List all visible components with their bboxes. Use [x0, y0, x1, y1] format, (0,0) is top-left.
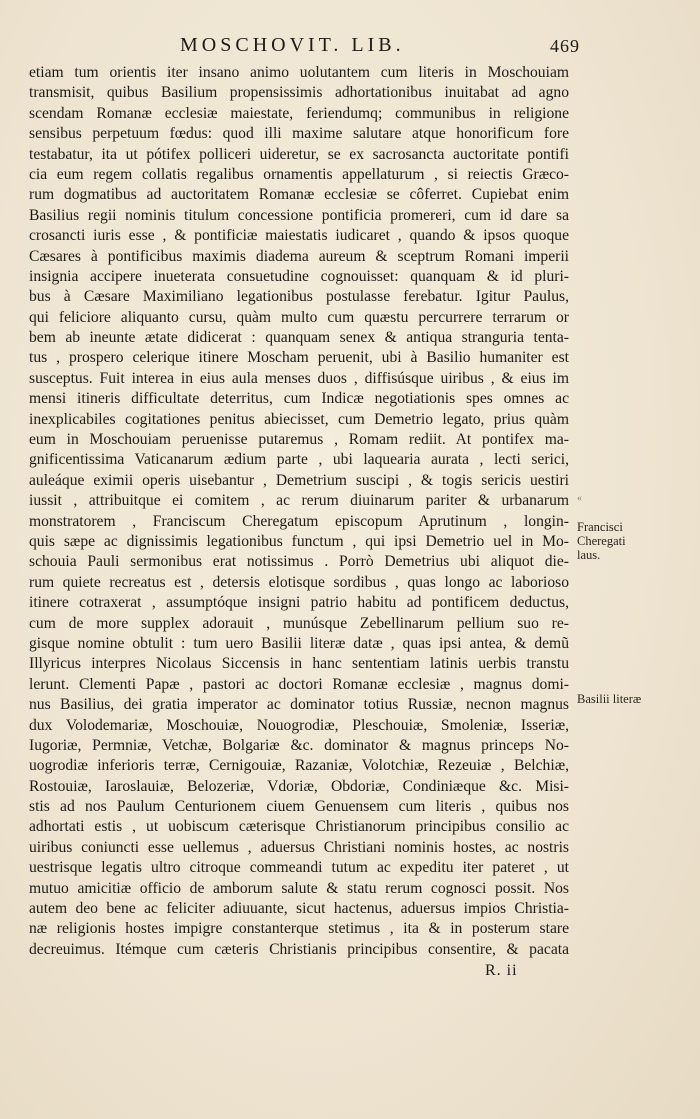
text-line: scendam Romanæ ecclesiæ maiestate, feriendumq; communibus in religione: [29, 104, 569, 122]
text-line: dux Volodemariæ, Moschouiæ, Nouogrodiæ, Pleschouiæ, Smoleniæ, Isseriæ,: [29, 716, 569, 734]
marginal-note-basilii: [577, 692, 641, 706]
signature-mark: R. ii: [485, 962, 518, 979]
text-line: auleáque eximii operis uisebantur , Demetrium suscipi , & togis sericis uestiri: [29, 471, 569, 489]
marginal-note-line: Cheregati: [577, 534, 626, 548]
text-line: stis ad nos Paulum Centurionem ciuem Genuensem cum literis , quibus nos: [29, 798, 569, 816]
text-line: uiribus coniuncti esse uellemus , aduersus Christiani nominis hostes, ac nostris: [29, 838, 569, 856]
text-line: eum in Moschouiam peruenisse putaremus , Romam rediit. At pontifex ma-: [29, 431, 569, 449]
text-line: mensi itineris difficultate deterritus, cum Indicæ negotiationis spes omnes ac: [29, 390, 569, 408]
running-head: MOSCHOVIT. LIB.: [180, 34, 405, 56]
text-line: Illyricus interpres Nicolaus Siccensis in hanc sententiam latinis uerbis transtu: [29, 655, 569, 673]
text-line: qui feliciore aliquanto cursu, quàm multo cum quæstu percurrere terrarum or: [29, 308, 569, 326]
text-line: etiam tum orientis iter insano animo uolutantem cum literis in Moschouiam: [29, 64, 569, 81]
marginal-note-line: Basilii literæ: [577, 692, 642, 706]
marginal-note-line: Francisci: [577, 520, 623, 534]
text-line: mutuo amicitiæ officio de amborum salute & statu rerum cognosci possit. Nos: [29, 879, 569, 897]
text-line: bus à Cæsare Maximiliano legationibus postulasse ferebatur. Igitur Paulus,: [29, 288, 569, 306]
text-line: gnificentissima Vaticanarum ædium parte , ubi laquearia aurata , lecti serici,: [29, 451, 569, 469]
text-line: gisque nomine obtulit : tum uero Basilii literæ datæ , quas ipsi antea, & demũ: [29, 634, 569, 652]
text-line: cia eum regem collatis regalibus ornamentis appellaturum , si reiectis Græco-: [29, 165, 569, 183]
text-line: monstratorem , Franciscum Cheregatum episcopum Aprutinum , longin-: [29, 512, 569, 530]
text-line: insignia accipere inueterata consuetudine cognouisset: quanquam & id pluri-: [29, 267, 569, 285]
text-line: lerunt. Clementi Papæ , pastori ac doctori Romanæ ecclesiæ , magnus domi-: [29, 675, 569, 693]
text-line: bem ab ineunte ætate didicerat : quanquam senex & antiqua stranguria tenta-: [29, 329, 569, 347]
bleed-through-mark: «: [577, 493, 582, 504]
text-line: schouia Pauli sermonibus erat notissimus . Porrò Demetrius ubi aliquot die-: [29, 553, 569, 571]
text-line: quis sæpe ac dignissimis legationibus functum , qui ipsi Demetrio uel in Mo-: [29, 532, 569, 550]
text-line: Cæsares à pontificibus maximis diadema aureum & sceptrum Romani imperii: [29, 247, 569, 265]
text-line: adhortati estis , ut uobiscum cæterisque Christianorum principibus consilio ac: [29, 818, 569, 836]
text-line: crosancti iuris esse , & pontificiæ maiestatis iudicaret , quando & ipsos quoque: [29, 227, 569, 245]
text-line: Iugoriæ, Permniæ, Vetchæ, Bolgariæ &c. dominator & magnus princeps No-: [29, 736, 569, 754]
text-line: inexplicabiles cogitationes penitus abiecisset, cum Demetrio legato, prius quàm: [29, 410, 569, 428]
text-line: susceptus. Fuit interea in eius aula menses duos , diffisúsque uiribus , & eius im: [29, 369, 569, 387]
text-line: Basilius regii nominis titulum concessione pontificia promereri, cum id dare sa: [29, 206, 569, 224]
text-line: transmisit, quibus Basilium propensissimis adhortationibus inuitabat ad agno: [29, 84, 569, 102]
text-line: cum de more supplex adorauit , munúsque Zebellinarum pellium suo re-: [29, 614, 569, 632]
text-line: Rostouiæ, Iaroslauiæ, Belozeriæ, Vdoriæ, Obdoriæ, Condiniæque &c. Misi-: [29, 777, 569, 795]
text-line: iussit , attribuitque ei comitem , ac rerum diuinarum pariter & urbanarum: [29, 492, 569, 510]
marginal-note-cheregati: [577, 520, 626, 562]
text-line: uestrisque legatis ultro citroque commeandi tutum ac expeditu iter pateret , ut: [29, 859, 569, 877]
text-line: næ religionis hostes impigre constanterque stetimus , ita & in posterum stare: [29, 920, 569, 938]
text-line: itinere cotraxerat , assumptóque insigni patrio habitu ad pontificem deductus,: [29, 594, 569, 612]
text-line: nus Basilius, dei gratia imperator ac dominator totius Russiæ, necnon magnus: [29, 696, 569, 714]
text-line: autem deo bene ac feliciter adiuuante, sicut hactenus, aduersus impios Christia-: [29, 900, 569, 918]
text-line: testabatur, ita ut pótifex polliceri uideretur, se ex sacrosancta auctoritate pontifi: [29, 145, 569, 163]
text-line: rum dogmatibus ad auctoritatem Romanæ ecclesiæ se côferret. Cupiebat enim: [29, 186, 569, 204]
text-line: rum quiete recreatus est , detersis elotisque sordibus , quas longo ac laborioso: [29, 573, 569, 591]
text-line: tus , prospero celerique itinere Moscham peruenit, ubi à Basilio humaniter est: [29, 349, 569, 367]
page-number: 469: [550, 36, 580, 56]
text-line: uogrodiæ inferioris terræ, Cernigouiæ, Razaniæ, Volotchiæ, Rezeuiæ , Belchiæ,: [29, 757, 569, 775]
body-text: [29, 63, 569, 960]
text-line: decreuimus. Itémque cum cæteris Christianis principibus consentire, & pacata: [29, 940, 569, 958]
text-line: sensibus perpetuum fœdus: quod illi maxime salutare atque honorificum fore: [29, 125, 569, 143]
marginal-note-line: laus.: [577, 548, 601, 562]
